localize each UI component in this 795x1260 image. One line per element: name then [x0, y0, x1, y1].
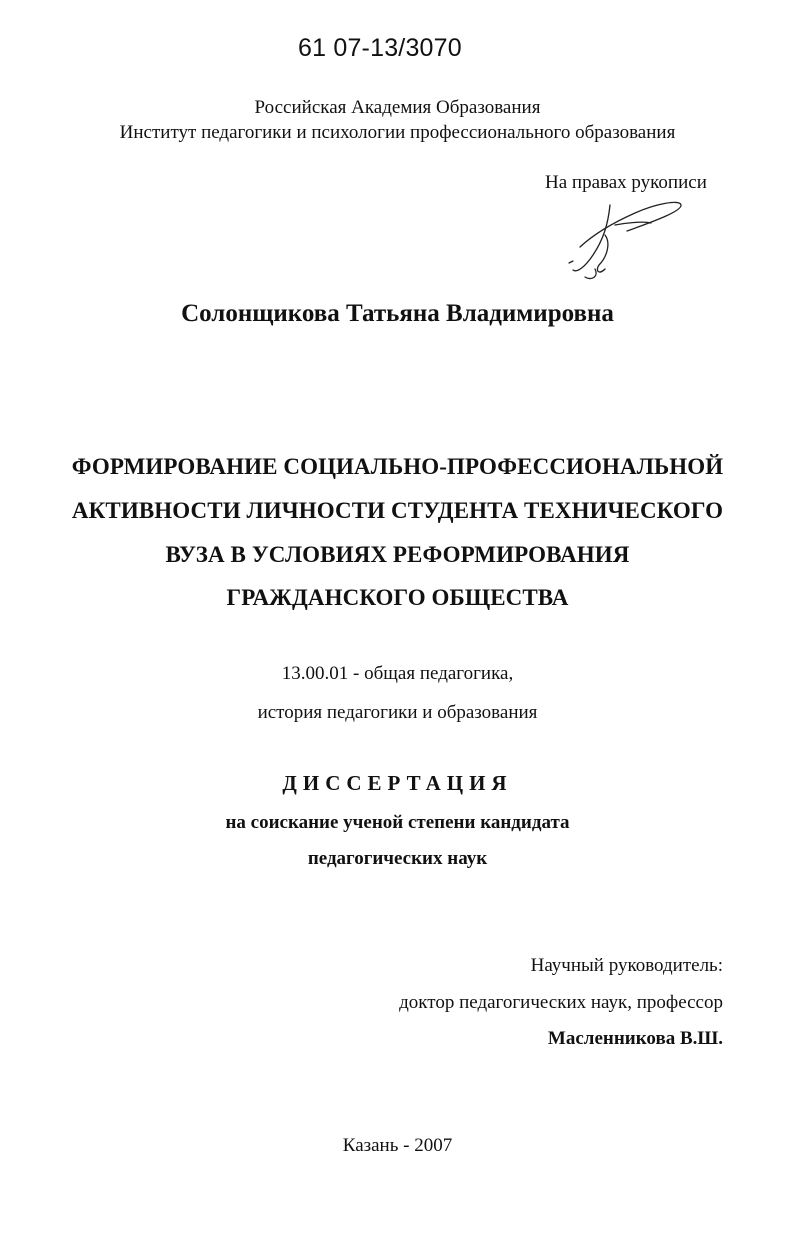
supervisor-title: доктор педагогических наук, профессор [399, 992, 723, 1013]
supervisor-label: Научный руководитель: [530, 955, 723, 976]
author-signature [555, 195, 695, 285]
document-type: ДИССЕРТАЦИЯ [282, 771, 513, 795]
author-name: Солонщикова Татьяна Владимировна [181, 300, 614, 327]
institute-name: Институт педагогики и психологии профессионального образования [119, 122, 676, 143]
specialty-name: история педагогики и образования [257, 702, 538, 723]
specialty-code: 13.00.01 - общая педагогика, [281, 663, 514, 684]
title-line: ГРАЖДАНСКОГО ОБЩЕСТВА [226, 585, 569, 610]
title-line: ВУЗА В УСЛОВИЯХ РЕФОРМИРОВАНИЯ [165, 542, 630, 567]
manuscript-rights-note: На правах рукописи [545, 172, 707, 193]
organization-name: Российская Академия Образования [254, 97, 541, 118]
degree-line: педагогических наук [307, 848, 488, 869]
supervisor-name: Масленникова В.Ш. [547, 1028, 723, 1049]
catalog-number: 61 07-13/3070 [298, 34, 462, 62]
city-year: Казань - 2007 [342, 1135, 453, 1156]
title-line: ФОРМИРОВАНИЕ СОЦИАЛЬНО-ПРОФЕССИОНАЛЬНОЙ [71, 454, 724, 479]
degree-line: на соискание ученой степени кандидата [225, 812, 570, 833]
title-line: АКТИВНОСТИ ЛИЧНОСТИ СТУДЕНТА ТЕХНИЧЕСКОГО [71, 498, 724, 523]
